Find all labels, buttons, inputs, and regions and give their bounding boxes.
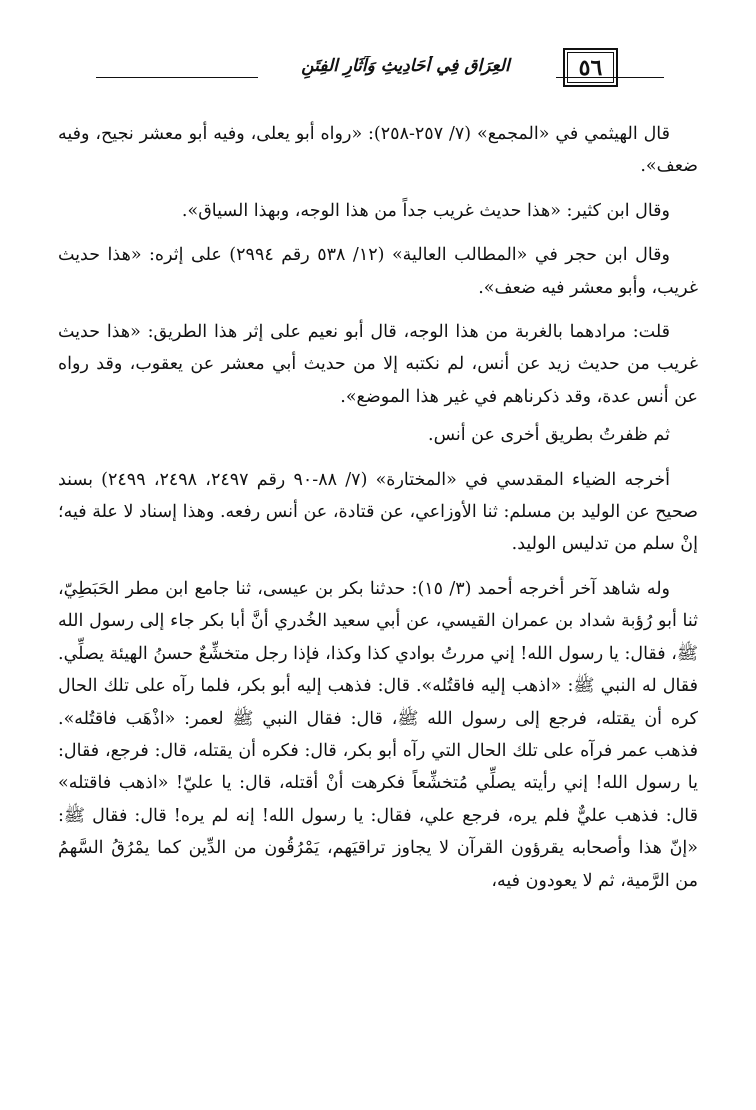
page-body (58, 118, 698, 909)
paragraph-diya-maqdisi: أخرجه الضياء المقدسي في «المختارة» (٧/ ٨٨-٩٠ رقم ٢٤٩٧، ٢٤٩٨، ٢٤٩٩) بسند صحيح عن الوليد بن مسلم: ثنا الأوزاعي، عن قتادة، عن أنس رفعه. وهذا إسناد لا علة فيه؛ إنْ سلم من تدليس الوليد. (58, 469, 698, 555)
page-header (0, 0, 756, 110)
book-title: العِرَاق فِي أحَادِيثِ وَآثَارِ الفِتَنِ (301, 56, 510, 76)
header-rule-right (96, 77, 258, 78)
paragraph-another-route: ثم ظفرتُ بطريق أخرى عن أنس. (428, 425, 670, 446)
page-number: ٥٦ (578, 54, 603, 81)
paragraph-haythami: قال الهيثمي في «المجمع» (٧/ ٢٥٧-٢٥٨): «رواه أبو يعلى، وفيه أبو معشر نجيح، وفيه ضعف». (58, 124, 698, 177)
paragraph-ibn-hajar: وقال ابن حجر في «المطالب العالية» (١٢/ ٥٣٨ رقم ٢٩٩٤) على إثره: «هذا حديث غريب، وأبو معشر فيه ضعف». (58, 245, 698, 298)
paragraph-abu-nuaym: قلت: مرادهما بالغربة من هذا الوجه، قال أبو نعيم على إثر هذا الطريق: «هذا حديث غريب من حديث زيد عن أنس، لم نكتبه إلا من حديث أبي معشر عن يعقوب، وقد رواه عن أنس عدة، وقد ذكرناهم في غير هذا الموضع». (58, 322, 698, 407)
paragraph-ahmad-witness: وله شاهد آخر أخرجه أحمد (٣/ ١٥): حدثنا بكر بن عيسى، ثنا جامع ابن مطر الحَبَطِيّ، ثنا أبو رُؤبة شداد بن عمران القيسي، عن أبي سعيد الخُدري أنَّ أبا بكر جاء إلى رسول الله ﷺ، فقال: يا رسول الله! إني مررتُ بوادي كذا وكذا، فإذا رجل متخشِّعٌ حسنُ الهيئة يصلِّي. فقال له النبي ﷺ: «اذهب إليه فاقتُله». قال: فذهب إليه أبو بكر، فلما رآه على تلك الحال كره أن يقتله، فرجع إلى رسول الله ﷺ، قال: فقال النبي ﷺ لعمر: «اذْهَب فاقتُله». فذهب عمر فرآه على تلك الحال التي رآه أبو بكر، قال: فكره أن يقتله، قال: فرجع، فقال: يا رسول الله! إني رأيته يصلِّي مُتخشِّعاً فكرهت أنْ أقتله، قال: يا عليّ! «اذهب فاقتله» قال: فذهب عليٌّ فلم يره، فرجع علي، فقال: يا رسول الله! إنه لم يره! قال: فقال ﷺ: «إنّ هذا وأصحابه يقرؤون القرآن لا يجاوز تراقيَهم، يَمْرُقُون من الدِّين كما يمْرُقُ السَّهمُ من الرَّمية، ثم لا يعودون فيه، (58, 578, 698, 891)
paragraph-ibn-kathir: وقال ابن كثير: «هذا حديث غريب جداً من هذا الوجه، وبهذا السياق». (181, 200, 670, 221)
